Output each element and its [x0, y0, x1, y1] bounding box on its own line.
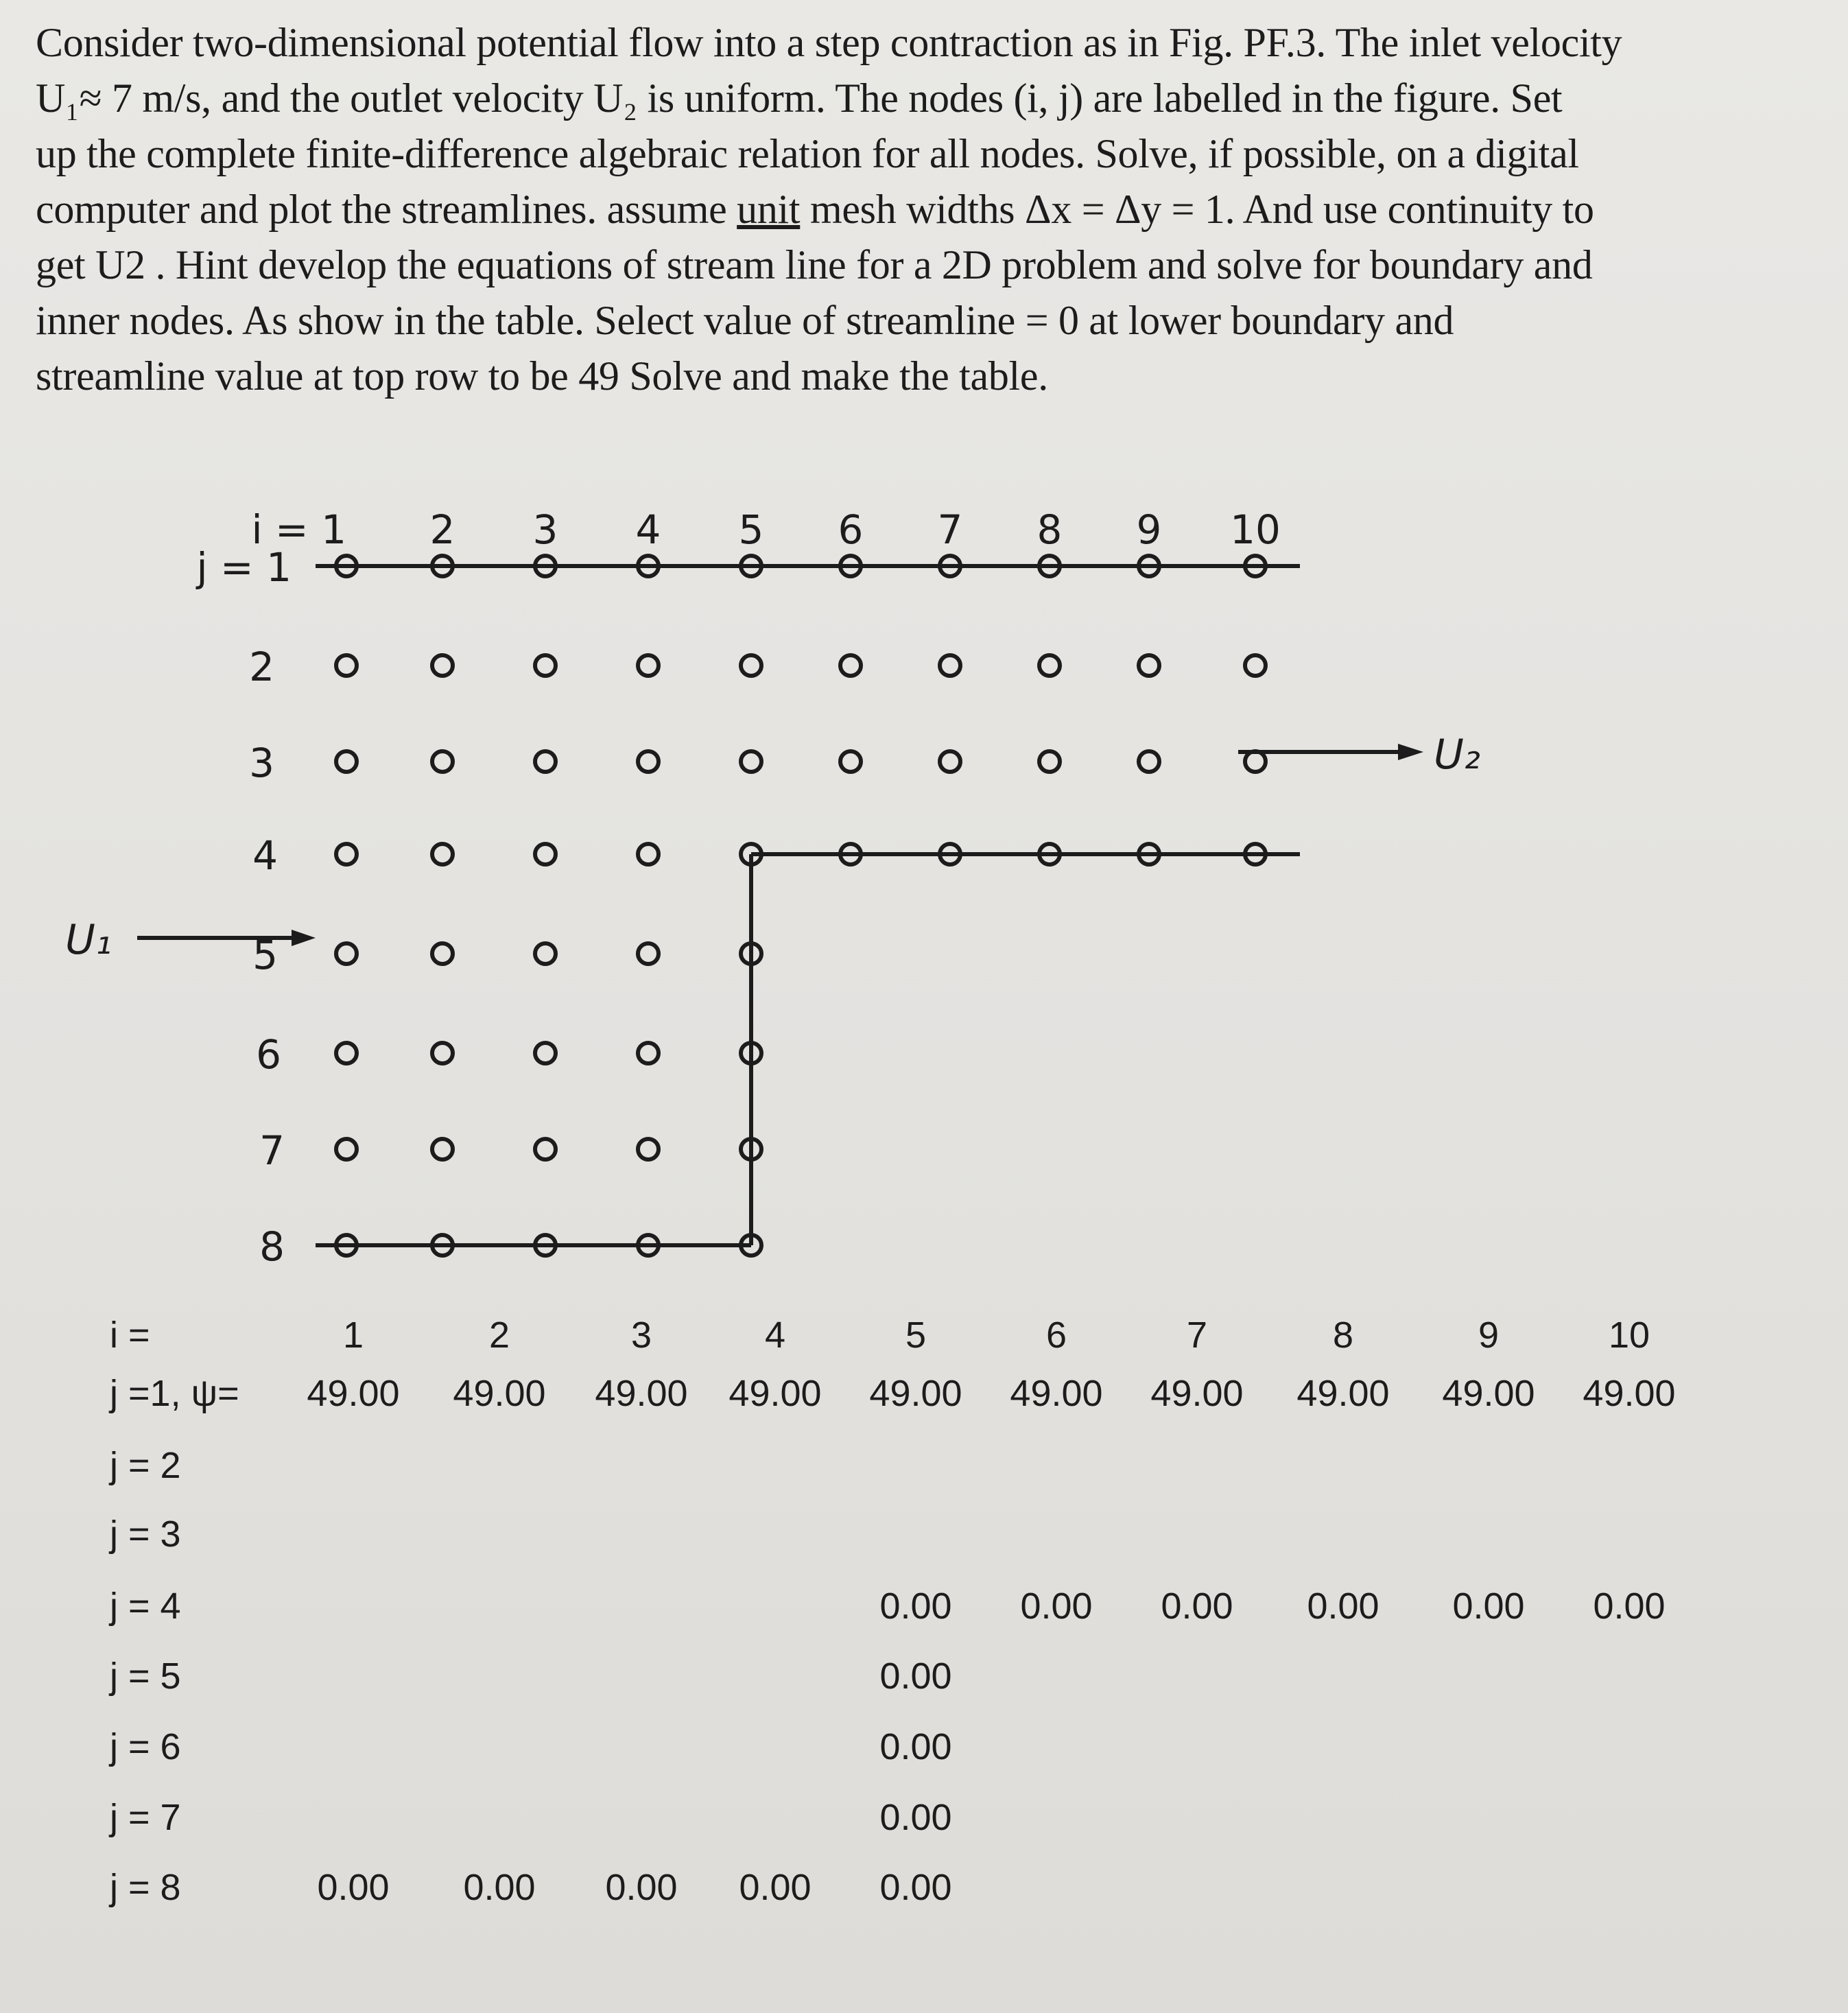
column-header: 1: [342, 1315, 364, 1356]
i-label: 10: [1230, 506, 1281, 553]
psi-value: 49.00: [1150, 1373, 1244, 1414]
row-label: j = 2: [110, 1445, 181, 1486]
grid-node: [1139, 655, 1159, 676]
grid-node: [1245, 751, 1266, 772]
grid-node: [336, 844, 357, 864]
grid-node: [638, 943, 659, 964]
psi-value: 0.00: [879, 1867, 952, 1908]
row-label: j = 4: [110, 1586, 181, 1627]
row-label: j = 5: [110, 1656, 181, 1697]
column-header: 8: [1332, 1315, 1354, 1356]
problem-line: up the complete finite-difference algebraic relation for all nodes. Solve, if possible, on a digital: [36, 131, 1579, 176]
i-label: 6: [838, 506, 864, 553]
grid-node: [638, 1043, 659, 1063]
column-header: 6: [1045, 1315, 1067, 1356]
grid-node: [535, 655, 556, 676]
column-header: 7: [1186, 1315, 1208, 1356]
grid-node: [432, 751, 453, 772]
grid-node: [432, 655, 453, 676]
grid-node: [432, 844, 453, 864]
i-label: i = 1: [251, 506, 346, 553]
column-header: 2: [488, 1315, 510, 1356]
grid-node: [535, 1139, 556, 1159]
psi-value: 0.00: [463, 1867, 536, 1908]
u2-label: U₂: [1434, 731, 1480, 779]
j-label: 8: [259, 1223, 285, 1270]
psi-value: 0.00: [605, 1867, 678, 1908]
psi-value: 49.00: [595, 1373, 688, 1414]
column-header: 10: [1608, 1315, 1650, 1356]
grid-node: [432, 943, 453, 964]
psi-value: 0.00: [879, 1586, 952, 1627]
row-label: j =1, ψ=: [110, 1373, 239, 1414]
i-label: 9: [1136, 506, 1162, 553]
row-label: j = 3: [110, 1514, 181, 1555]
psi-value: 49.00: [1010, 1373, 1103, 1414]
row-label: j = 7: [110, 1797, 181, 1838]
column-header: 3: [630, 1315, 652, 1356]
boundary-walls: [316, 566, 1300, 1245]
psi-value: 49.00: [1442, 1373, 1535, 1414]
j-label: 7: [259, 1127, 285, 1174]
j-label: 6: [256, 1031, 281, 1078]
i-label: 2: [429, 506, 455, 553]
i-label: 3: [532, 506, 558, 553]
j-label: 5: [252, 932, 278, 978]
psi-value: 0.00: [879, 1656, 952, 1697]
psi-value: 0.00: [1020, 1586, 1093, 1627]
grid-node: [336, 943, 357, 964]
grid-node: [432, 1139, 453, 1159]
grid-node: [535, 751, 556, 772]
psi-value: 0.00: [879, 1726, 952, 1767]
grid-labels: [196, 506, 1281, 1270]
grid-node: [840, 655, 861, 676]
problem-line: streamline value at top row to be 49 Solve and make the table.: [36, 353, 1048, 399]
psi-value: 49.00: [1296, 1373, 1390, 1414]
problem-line: Consider two-dimensional potential flow into a step contraction as in Fig. PF.3. The inlet velocity: [36, 20, 1622, 65]
outlet-arrow: [1238, 731, 1480, 779]
psi-value: 49.00: [453, 1373, 546, 1414]
psi-value: 49.00: [869, 1373, 962, 1414]
grid-node: [840, 751, 861, 772]
inlet-arrow: [65, 916, 316, 964]
i-label: 5: [738, 506, 764, 553]
j-label: j = 1: [196, 544, 292, 591]
problem-line: U₁≈ 7 m/s, and the outlet velocity U₂ is uniform. The nodes (i, j) are labelled in the figure. Set: [36, 75, 1563, 121]
i-label: 8: [1036, 506, 1063, 553]
grid-node: [336, 655, 357, 676]
psi-value: 49.00: [1583, 1373, 1676, 1414]
psi-value: 0.00: [1452, 1586, 1525, 1627]
grid-node: [1245, 655, 1266, 676]
row-label: j = 8: [110, 1867, 181, 1908]
grid-node: [638, 751, 659, 772]
problem-line: get U2 . Hint develop the equations of stream line for a 2D problem and solve for boundary and: [36, 242, 1593, 287]
psi-value: 49.00: [728, 1373, 822, 1414]
psi-value: 0.00: [1593, 1586, 1666, 1627]
psi-value: 0.00: [879, 1797, 952, 1838]
grid-node: [638, 844, 659, 864]
grid-node: [638, 1139, 659, 1159]
psi-value: 0.00: [317, 1867, 390, 1908]
grid-node: [1039, 655, 1060, 676]
i-header: i =: [110, 1315, 150, 1356]
column-header: 4: [764, 1315, 786, 1356]
j-label: 4: [252, 832, 278, 879]
problem-statement: [36, 15, 1812, 404]
grid-node: [336, 751, 357, 772]
problem-line: inner nodes. As show in the table. Select value of streamline = 0 at lower boundary and: [36, 298, 1454, 343]
step-contraction-figure: [0, 480, 1848, 1304]
grid-node: [336, 1139, 357, 1159]
grid-node: [535, 1043, 556, 1063]
grid-node: [741, 655, 761, 676]
grid-node: [1139, 751, 1159, 772]
column-header: 9: [1478, 1315, 1500, 1356]
grid-nodes: [336, 556, 1266, 1256]
i-label: 4: [635, 506, 661, 553]
problem-line: computer and plot the streamlines. assume unit mesh widths Δx = Δy = 1. And use continuity to: [36, 187, 1594, 232]
grid-node: [336, 1043, 357, 1063]
grid-node: [940, 751, 960, 772]
grid-node: [741, 751, 761, 772]
i-label: 7: [937, 506, 963, 553]
column-header: 5: [905, 1315, 927, 1356]
psi-value: 49.00: [307, 1373, 400, 1414]
u1-label: U₁: [65, 916, 112, 964]
j-label: 3: [249, 740, 274, 786]
psi-value: 0.00: [739, 1867, 812, 1908]
underlined-word: unit: [737, 187, 801, 232]
grid-node: [1039, 751, 1060, 772]
grid-node: [535, 943, 556, 964]
grid-node: [638, 655, 659, 676]
grid-node: [432, 1043, 453, 1063]
psi-value: 0.00: [1307, 1586, 1379, 1627]
row-label: j = 6: [110, 1726, 181, 1767]
j-label: 2: [249, 644, 274, 690]
grid-node: [535, 844, 556, 864]
psi-value: 0.00: [1161, 1586, 1233, 1627]
grid-node: [940, 655, 960, 676]
